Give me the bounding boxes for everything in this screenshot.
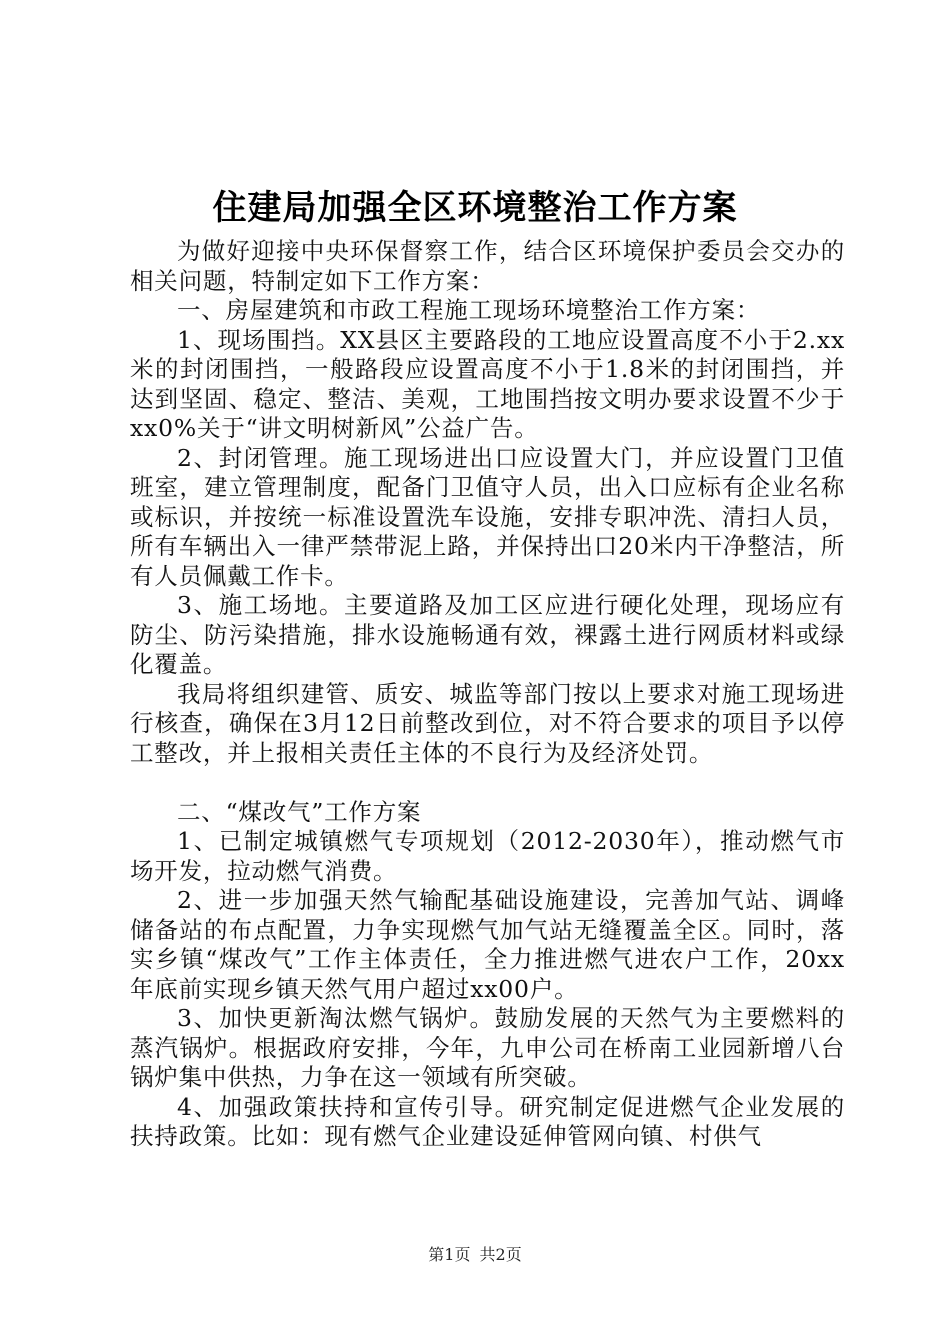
section-heading-2: 二、“煤改气”工作方案 (177, 797, 422, 826)
paragraph-1-summary: 我局将组织建管、质安、城监等部门按以上要求对施工现场进行核查，确保在3月12日前整改到位，对不符合要求的项目予以停工整改，并上报相关责任主体的不良行为及经济处罚。 (130, 679, 845, 767)
paragraph-intro: 为做好迎接中央环保督察工作，结合区环境保护委员会交办的相关问题，特制定如下工作方案： (130, 237, 845, 295)
paragraph-2-4: 4、加强政策扶持和宣传引导。研究制定促进燃气企业发展的扶持政策。比如：现有燃气企业建设延伸管网向镇、村供气 (130, 1092, 845, 1150)
paragraph-1-3: 3、施工场地。主要道路及加工区应进行硬化处理，现场应有防尘、防污染措施，排水设施畅通有效，裸露土进行网质材料或绿化覆盖。 (130, 591, 845, 678)
page-count: 共2页 (479, 1245, 522, 1264)
paragraph-1-2: 2、封闭管理。施工现场进出口应设置大门，并应设置门卫值班室，建立管理制度，配备门卫值守人员，出入口应标有企业名称或标识，并按统一标准设置洗车设施，安排专职冲洗、清扫人员，所有车辆出入一律严禁带泥上路，并保持出口20米内干净整洁，所有人员佩戴工作卡。 (130, 443, 845, 590)
paragraph-1-1: 1、现场围挡。XX县区主要路段的工地应设置高度不小于2.xx米的封闭围挡，一般路段应设置高度不小于1.8米的封闭围挡，并达到坚固、稳定、整洁、美观，工地围挡按文明办要求设置不少于xx0%关于“讲文明树新风”公益广告。 (130, 325, 845, 442)
paragraph-2-2: 2、进一步加强天然气输配基础设施建设，完善加气站、调峰储备站的布点配置，力争实现燃气加气站无缝覆盖全区。同时，落实乡镇“煤改气”工作主体责任，全力推进燃气进农户工作，20xx年底前实现乡镇天然气用户超过xx00户。 (130, 886, 845, 1003)
section-heading-1: 一、房屋建筑和市政工程施工现场环境整治工作方案： (177, 296, 761, 324)
document-body (130, 237, 845, 1152)
page-footer (0, 1245, 950, 1265)
paragraph-2-3: 3、加快更新淘汰燃气锅炉。鼓励发展的天然气为主要燃料的蒸汽锅炉。根据政府安排，今年，九申公司在桥南工业园新增八台锅炉集中供热，力争在这一领域有所突破。 (130, 1004, 845, 1091)
paragraph-2-1: 1、已制定城镇燃气专项规划（2012-2030年），推动燃气市场开发，拉动燃气消费。 (130, 827, 845, 885)
document-title: 住建局加强全区环境整治工作方案 (212, 188, 738, 228)
page-number: 第1页 (428, 1245, 471, 1264)
